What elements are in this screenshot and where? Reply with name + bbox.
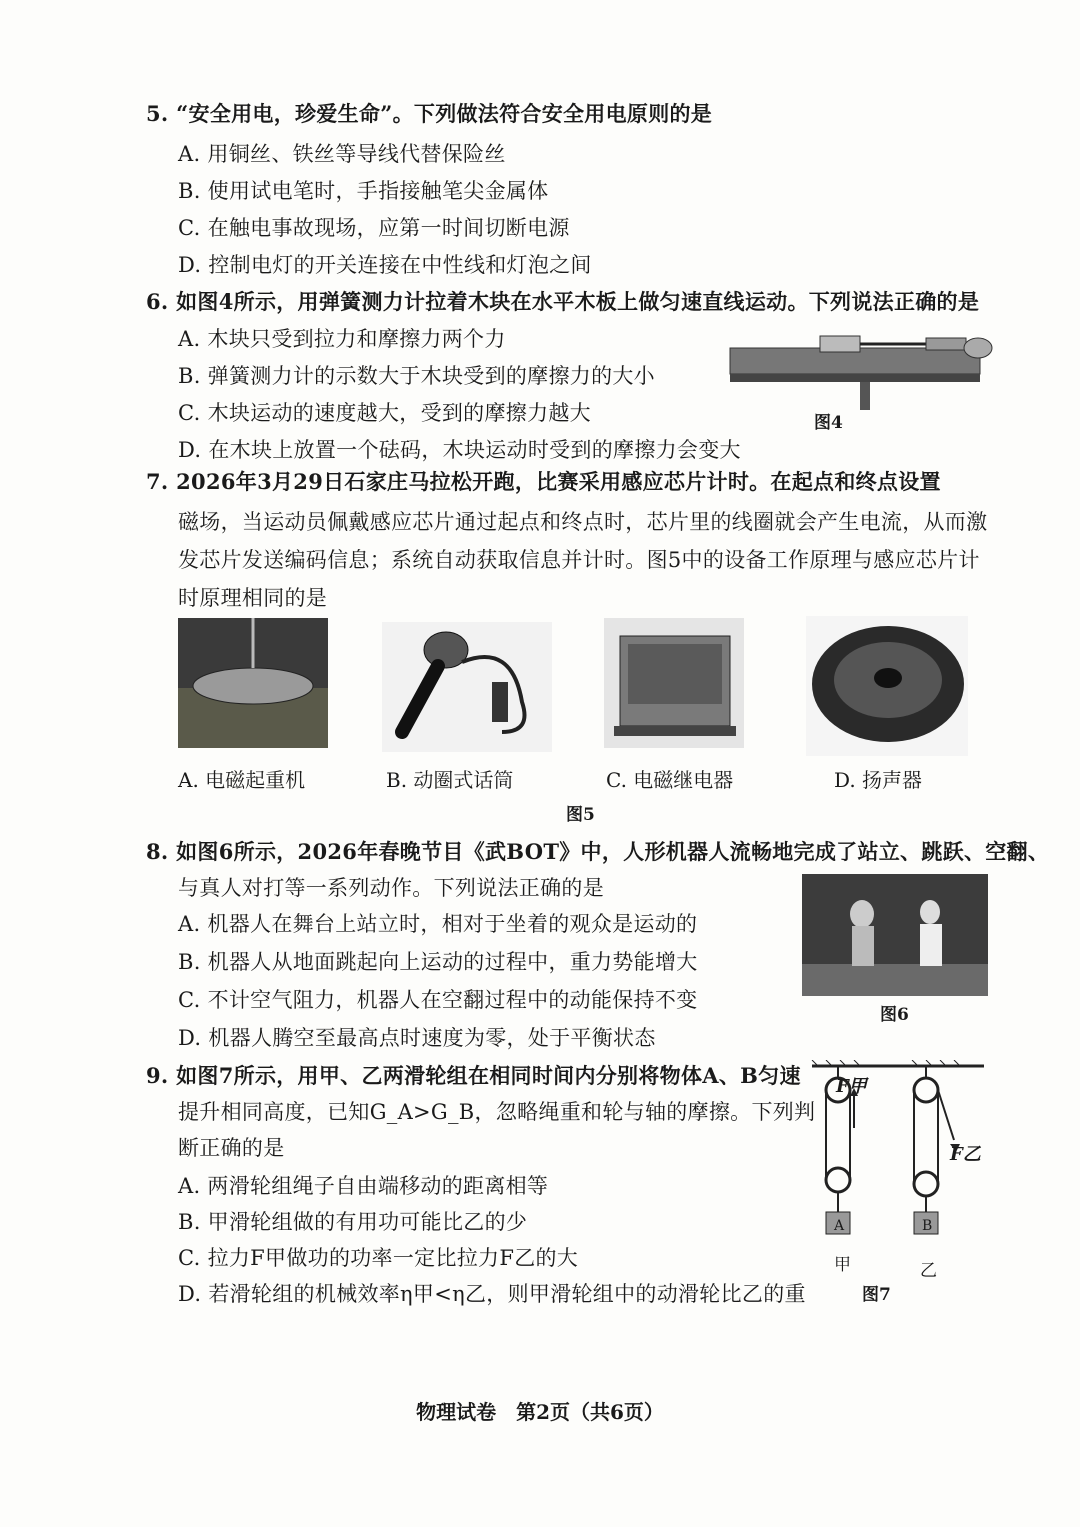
q6-option-c: C. 木块运动的速度越大，受到的摩擦力越大: [178, 401, 591, 425]
q9-stem-line3: 断正确的是: [178, 1136, 285, 1160]
q5-option-d: D. 控制电灯的开关连接在中性线和灯泡之间: [178, 253, 592, 277]
q9-option-d: D. 若滑轮组的机械效率η甲<η乙，则甲滑轮组中的动滑轮比乙的重: [178, 1282, 806, 1306]
label-force-jia: F甲: [836, 1076, 867, 1097]
q5-option-b: B. 使用试电笔时，手指接触笔尖金属体: [178, 179, 549, 203]
q7-option-c: C. 电磁继电器: [606, 768, 734, 792]
q7-stem-line1: 7. 2026年3月29日石家庄马拉松开跑，比赛采用感应芯片计时。在起点和终点设置: [146, 469, 941, 494]
q6-option-b: B. 弹簧测力计的示数大于木块受到的摩擦力的大小: [178, 364, 655, 388]
q6-option-a: A. 木块只受到拉力和摩擦力两个力: [178, 327, 506, 351]
image-electromagnetic-relay: [604, 618, 744, 748]
q8-option-a: A. 机器人在舞台上站立时，相对于坐着的观众是运动的: [178, 912, 698, 936]
label-force-yi: F乙: [950, 1144, 981, 1165]
image-dynamic-microphone: [382, 622, 552, 752]
label-pulley-yi: 乙: [920, 1261, 937, 1281]
label-object-b: B: [922, 1218, 933, 1234]
image-loudspeaker: [806, 616, 968, 756]
page-footer: 物理试卷 第2页（共6页）: [416, 1400, 664, 1424]
q5-stem: 5. “安全用电，珍爱生命”。下列做法符合安全用电原则的是: [146, 101, 713, 126]
q7-stem-line3: 发芯片发送编码信息；系统自动获取信息并计时。图5中的设备工作原理与感应芯片计: [178, 548, 980, 572]
q7-stem-line2: 磁场，当运动员佩戴感应芯片通过起点和终点时，芯片里的线圈就会产生电流，从而激: [178, 510, 988, 534]
figure-5-caption: 图5: [566, 805, 595, 825]
q8-option-c: C. 不计空气阻力，机器人在空翻过程中的动能保持不变: [178, 988, 698, 1012]
q7-option-d: D. 扬声器: [834, 768, 923, 792]
figure-7-caption: 图7: [862, 1285, 891, 1305]
q8-option-b: B. 机器人从地面跳起向上运动的过程中，重力势能增大: [178, 950, 698, 974]
q7-option-b: B. 动圈式话筒: [386, 768, 514, 792]
figure-4-caption: 图4: [814, 413, 843, 433]
q9-option-c: C. 拉力F甲做功的功率一定比拉力F乙的大: [178, 1246, 579, 1270]
q9-stem-line2: 提升相同高度，已知G_A>G_B，忽略绳重和轮与轴的摩擦。下列判: [178, 1100, 816, 1124]
q9-stem-line1: 9. 如图7所示，用甲、乙两滑轮组在相同时间内分别将物体A、B匀速: [146, 1063, 801, 1088]
image-robot-performance: [802, 874, 988, 996]
q7-stem-line4: 时原理相同的是: [178, 586, 328, 610]
q5-option-c: C. 在触电事故现场，应第一时间切断电源: [178, 216, 570, 240]
q5-option-a: A. 用铜丝、铁丝等导线代替保险丝: [178, 142, 506, 166]
q6-option-d: D. 在木块上放置一个砝码，木块运动时受到的摩擦力会变大: [178, 438, 741, 462]
q9-option-a: A. 两滑轮组绳子自由端移动的距离相等: [178, 1174, 549, 1198]
label-object-a: A: [834, 1218, 845, 1234]
q8-stem-line2: 与真人对打等一系列动作。下列说法正确的是: [178, 876, 604, 900]
figure-4-spring-scale: [726, 330, 998, 430]
q8-stem-line1: 8. 如图6所示，2026年春晚节目《武BOT》中，人形机器人流畅地完成了站立、跳跃、空翻、: [146, 839, 1050, 864]
figure-6-caption: 图6: [880, 1005, 909, 1025]
q7-option-a: A. 电磁起重机: [178, 768, 306, 792]
q8-option-d: D. 机器人腾空至最高点时速度为零，处于平衡状态: [178, 1026, 656, 1050]
q6-stem: 6. 如图4所示，用弹簧测力计拉着木块在水平木板上做匀速直线运动。下列说法正确的是: [146, 289, 980, 314]
label-pulley-jia: 甲: [834, 1255, 851, 1275]
q9-option-b: B. 甲滑轮组做的有用功可能比乙的少: [178, 1210, 528, 1234]
image-electromagnetic-crane: [178, 618, 328, 748]
